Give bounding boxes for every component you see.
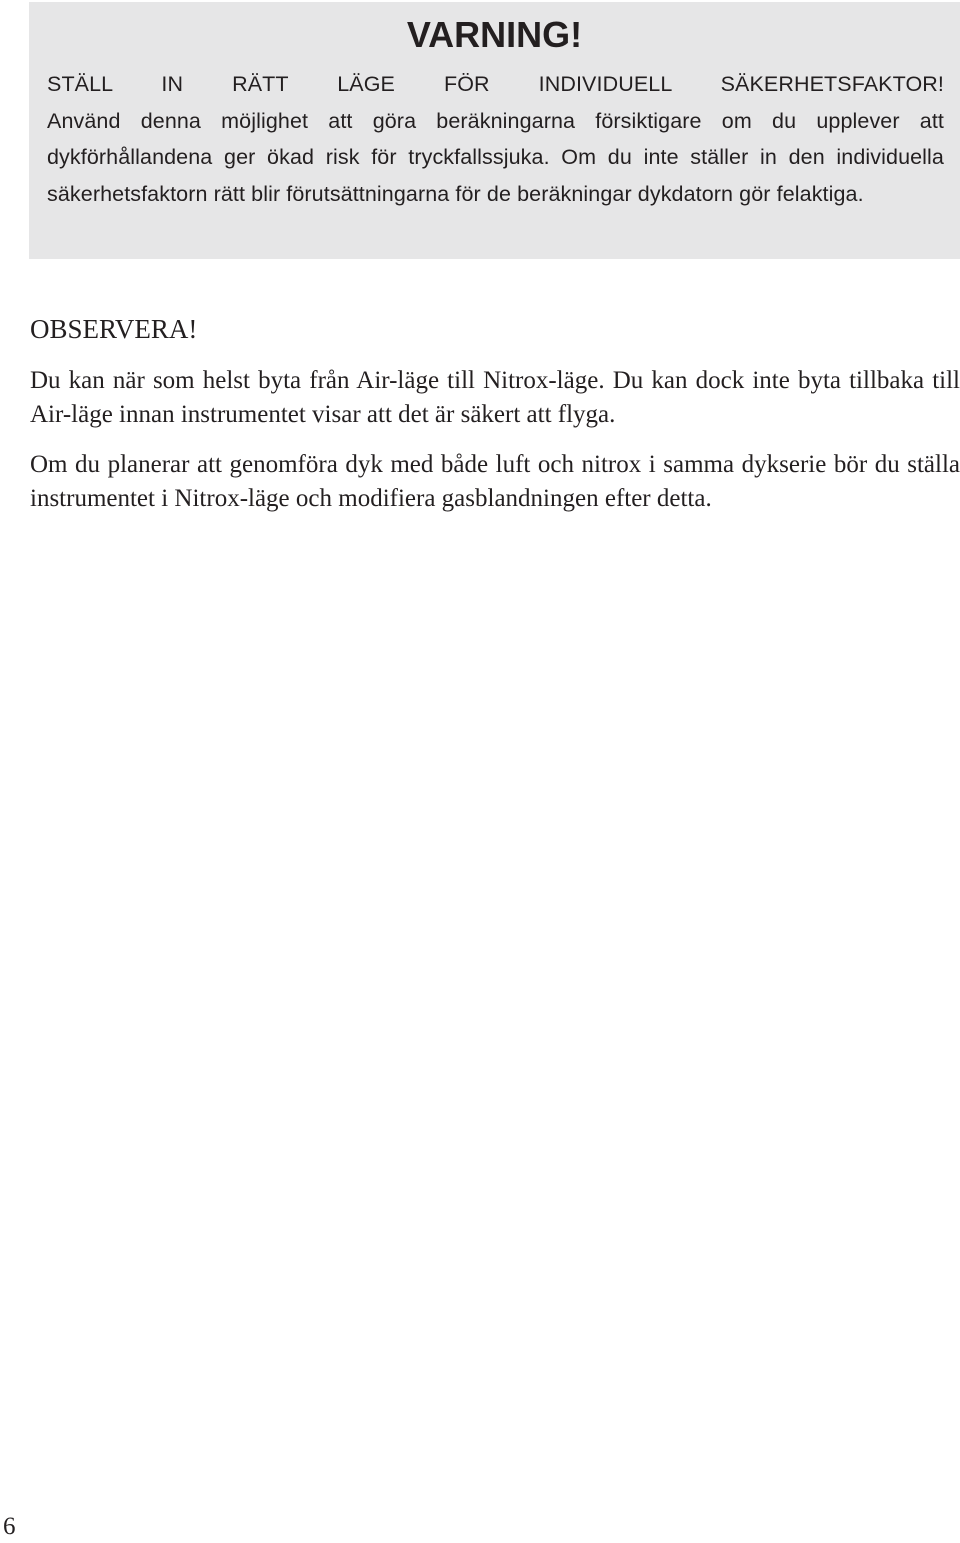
warning-heading: STÄLL IN RÄTT LÄGE FÖR INDIVIDUELL SÄKERHETSFAKTOR! <box>47 72 944 96</box>
warning-box <box>29 2 960 259</box>
note-title: OBSERVERA! <box>30 314 198 344</box>
note-paragraph-1: Du kan när som helst byta från Air-läge till Nitrox-läge. Du kan dock inte byta tillbaka till Air-läge innan instrumentet visar att det är säkert att flyga. <box>30 367 960 428</box>
warning-title: VARNING! <box>406 14 583 55</box>
page-number: 6 <box>3 1513 16 1540</box>
note-paragraph-2: Om du planerar att genomföra dyk med både luft och nitrox i samma dykserie bör du ställa instrumentet i Nitrox-läge och modifiera gasblandningen efter detta. <box>30 451 960 512</box>
warning-body: Använd denna möjlighet att göra beräkningarna försiktigare om du upplever att dykförhållandena ger ökad risk för tryckfallssjuka. Om du inte ställer in den individuella säkerhetsfaktorn rätt blir förutsättningarna för de beräkningar dykdatorn gör felaktiga. <box>47 108 944 206</box>
warning-text <box>47 66 944 212</box>
